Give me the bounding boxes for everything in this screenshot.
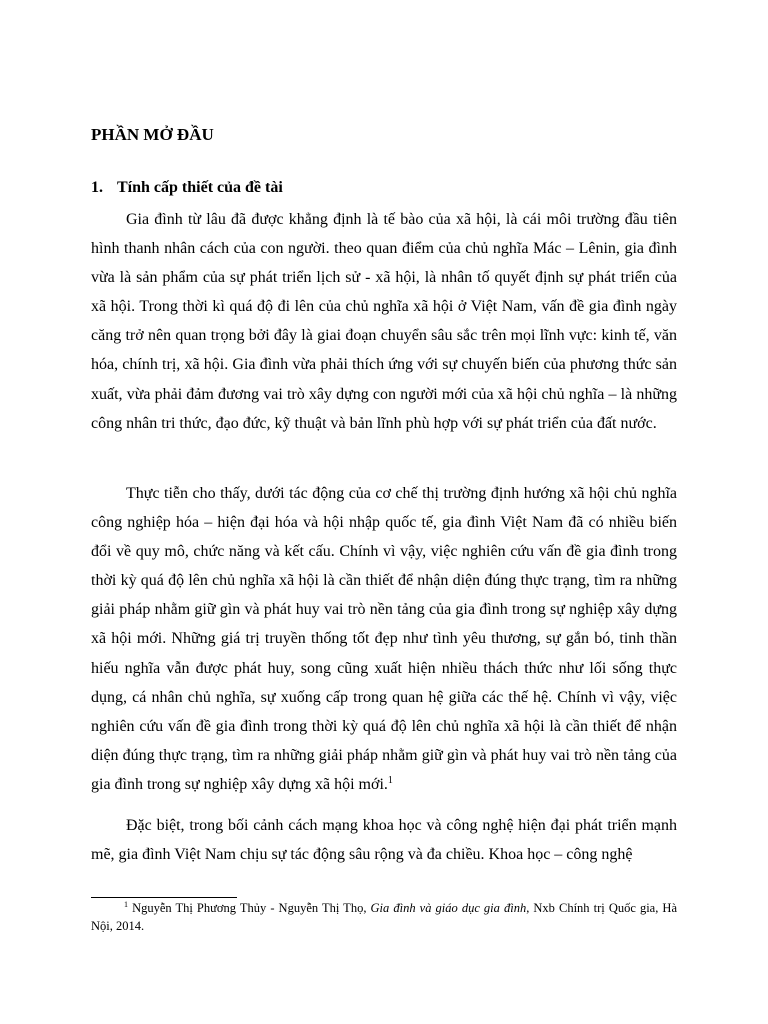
footnote-publisher: , Nxb Chính trị Quốc gia, Hà Nội, 2014. bbox=[91, 901, 678, 933]
page-heading: PHẦN MỞ ĐẦU bbox=[91, 125, 214, 144]
section-title bbox=[91, 177, 283, 199]
footnote-marker: 1 bbox=[124, 900, 128, 909]
paragraph-2 bbox=[91, 479, 677, 799]
paragraph-3: Đặc biệt, trong bối cảnh cách mạng khoa học và công nghệ hiện đại phát triển mạnh mẽ, gia đình Việt Nam chịu sự tác động sâu rộng và đa chiều. Khoa học – công nghệ bbox=[91, 817, 677, 864]
paragraph-2-text: Thực tiễn cho thấy, dưới tác động của cơ chế thị trường định hướng xã hội chủ nghĩa công nghiệp hóa – hiện đại hóa và hội nhập quốc tế, gia đình Việt Nam đã có nhiều biến đổi về quy mô, chức năng và kết cấu. Chính vì vậy, việc nghiên cứu vấn đề gia đình trong thời kỳ quá độ lên chủ nghĩa xã hội là cần thiết để nhận diện đúng thực trạng, tìm ra những giải pháp nhằm giữ gìn và phát huy vai trò nền tảng của gia đình trong sự nghiệp xây dựng xã hội mới. Những giá trị truyền thống tốt đẹp như tình yêu thương, sự gắn bó, tinh thần hiếu nghĩa vẫn được phát huy, song cũng xuất hiện nhiều thách thức như lối sống thực dụng, cá nhân chủ nghĩa, sự xuống cấp trong quan hệ giữa các thế hệ. Chính vì vậy, việc nghiên cứu vấn đề gia đình trong thời kỳ quá độ lên chủ nghĩa xã hội là cần thiết để nhận diện đúng thực trạng, tìm ra những giải pháp nhằm giữ gìn và phát huy vai trò nền tảng của gia đình trong sự nghiệp xây dựng xã hội mới. bbox=[91, 485, 677, 793]
footnote-reference[interactable]: 1 bbox=[387, 774, 393, 786]
section-number: 1. bbox=[91, 179, 103, 196]
footnote bbox=[91, 899, 677, 935]
section-title-text: Tính cấp thiết của đề tài bbox=[117, 179, 283, 196]
footnote-authors: Nguyễn Thị Phương Thủy - Nguyễn Thị Thọ, bbox=[132, 901, 367, 915]
paragraph-1: Gia đình từ lâu đã được khẳng định là tế bào của xã hội, là cái môi trường đầu tiên hình thanh nhân cách của con người. theo quan điểm của chủ nghĩa Mác – Lênin, gia đình vừa là sản phẩm của sự phát triển lịch sử - xã hội, là nhân tố quyết định sự phát triển của xã hội. Trong thời kì quá độ đi lên của chủ nghĩa xã hội ở Việt Nam, vấn đề gia đình ngày căng trở nên quan trọng bởi đây là giai đoạn chuyển sâu sắc trên mọi lĩnh vực: kinh tế, văn hóa, chính trị, xã hội. Gia đình vừa phải thích ứng với sự chuyến biến của phương thức sản xuất, vừa phải đảm đương vai trò xây dựng con người mới của xã hội chủ nghĩa – là những công nhân tri thức, đạo đức, kỹ thuật và bản lĩnh phù hợp với sự phát triển của đất nước. bbox=[91, 211, 677, 432]
footnote-separator bbox=[91, 897, 237, 898]
footnote-book-title: Gia đình và giáo dục gia đình bbox=[370, 901, 527, 915]
